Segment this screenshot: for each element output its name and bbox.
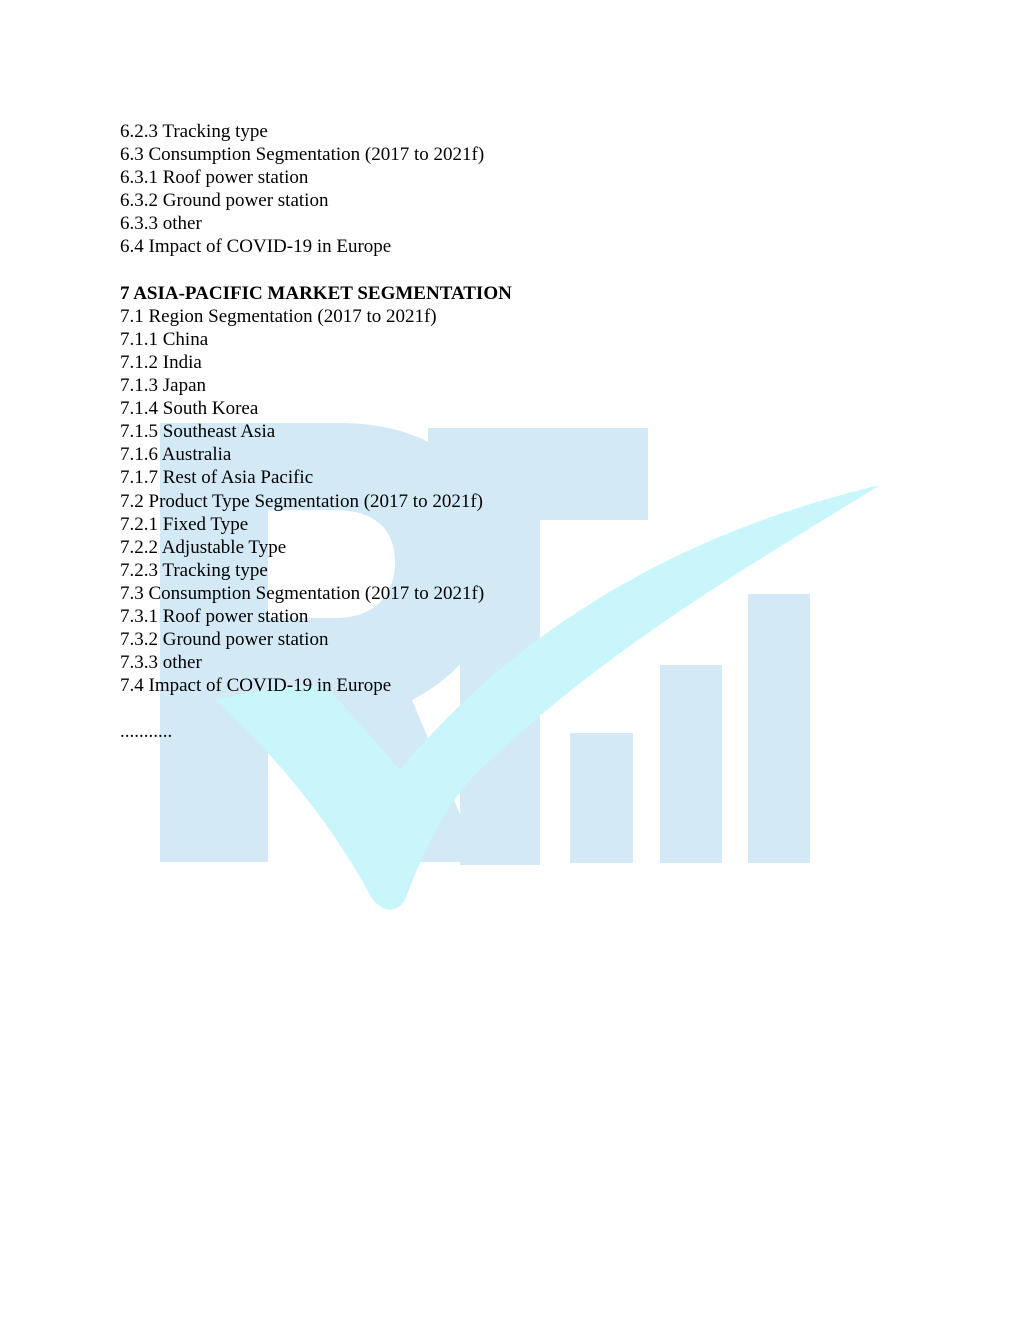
watermark-bar-2 — [660, 665, 722, 863]
toc-line: 6.2.3 Tracking type — [120, 121, 268, 142]
toc-line: 6.4 Impact of COVID-19 in Europe — [120, 236, 392, 258]
toc-line: 7.3.3 other — [120, 652, 202, 674]
ellipsis-text: ........... — [120, 721, 173, 743]
toc-line: 7.4 Impact of COVID-19 in Europe — [120, 675, 392, 697]
watermark-bar-3 — [748, 594, 810, 863]
toc-line: 6.3.1 Roof power station — [120, 167, 309, 189]
toc-line: 7.1.6 Australia — [120, 444, 232, 466]
toc-line: 7.1.4 South Korea — [120, 398, 259, 420]
toc-line: 7.2 Product Type Segmentation (2017 to 2021f) — [120, 490, 483, 512]
toc-line: 7.1 Region Segmentation (2017 to 2021f) — [120, 305, 437, 327]
toc-line: 7.2.3 Tracking type — [120, 559, 268, 581]
toc-part2 — [120, 305, 512, 698]
document-body — [120, 120, 512, 744]
section-heading: 7 ASIA-PACIFIC MARKET SEGMENTATION — [120, 282, 512, 304]
toc-line: 6.3 Consumption Segmentation (2017 to 2021f) — [120, 144, 485, 166]
toc-line: 7.2.2 Adjustable Type — [120, 536, 287, 558]
toc-part1 — [120, 120, 512, 259]
toc-line: 7.1.2 India — [120, 351, 202, 373]
toc-line: 6.3.2 Ground power station — [120, 190, 329, 212]
toc-line: 7.3.1 Roof power station — [120, 605, 309, 627]
toc-line: 7.1.3 Japan — [120, 375, 207, 397]
toc-line: 7.3.2 Ground power station — [120, 629, 329, 651]
spacer — [120, 259, 512, 282]
spacer — [120, 697, 512, 720]
toc-line: 7.3 Consumption Segmentation (2017 to 2021f) — [120, 582, 485, 604]
toc-line: 6.3.3 other — [120, 213, 202, 235]
toc-line: 7.1.7 Rest of Asia Pacific — [120, 467, 314, 489]
toc-line: 7.2.1 Fixed Type — [120, 513, 249, 535]
toc-line: 7.1.1 China — [120, 328, 209, 350]
toc-line: 7.1.5 Southeast Asia — [120, 421, 276, 443]
watermark-bar-1 — [570, 733, 633, 863]
